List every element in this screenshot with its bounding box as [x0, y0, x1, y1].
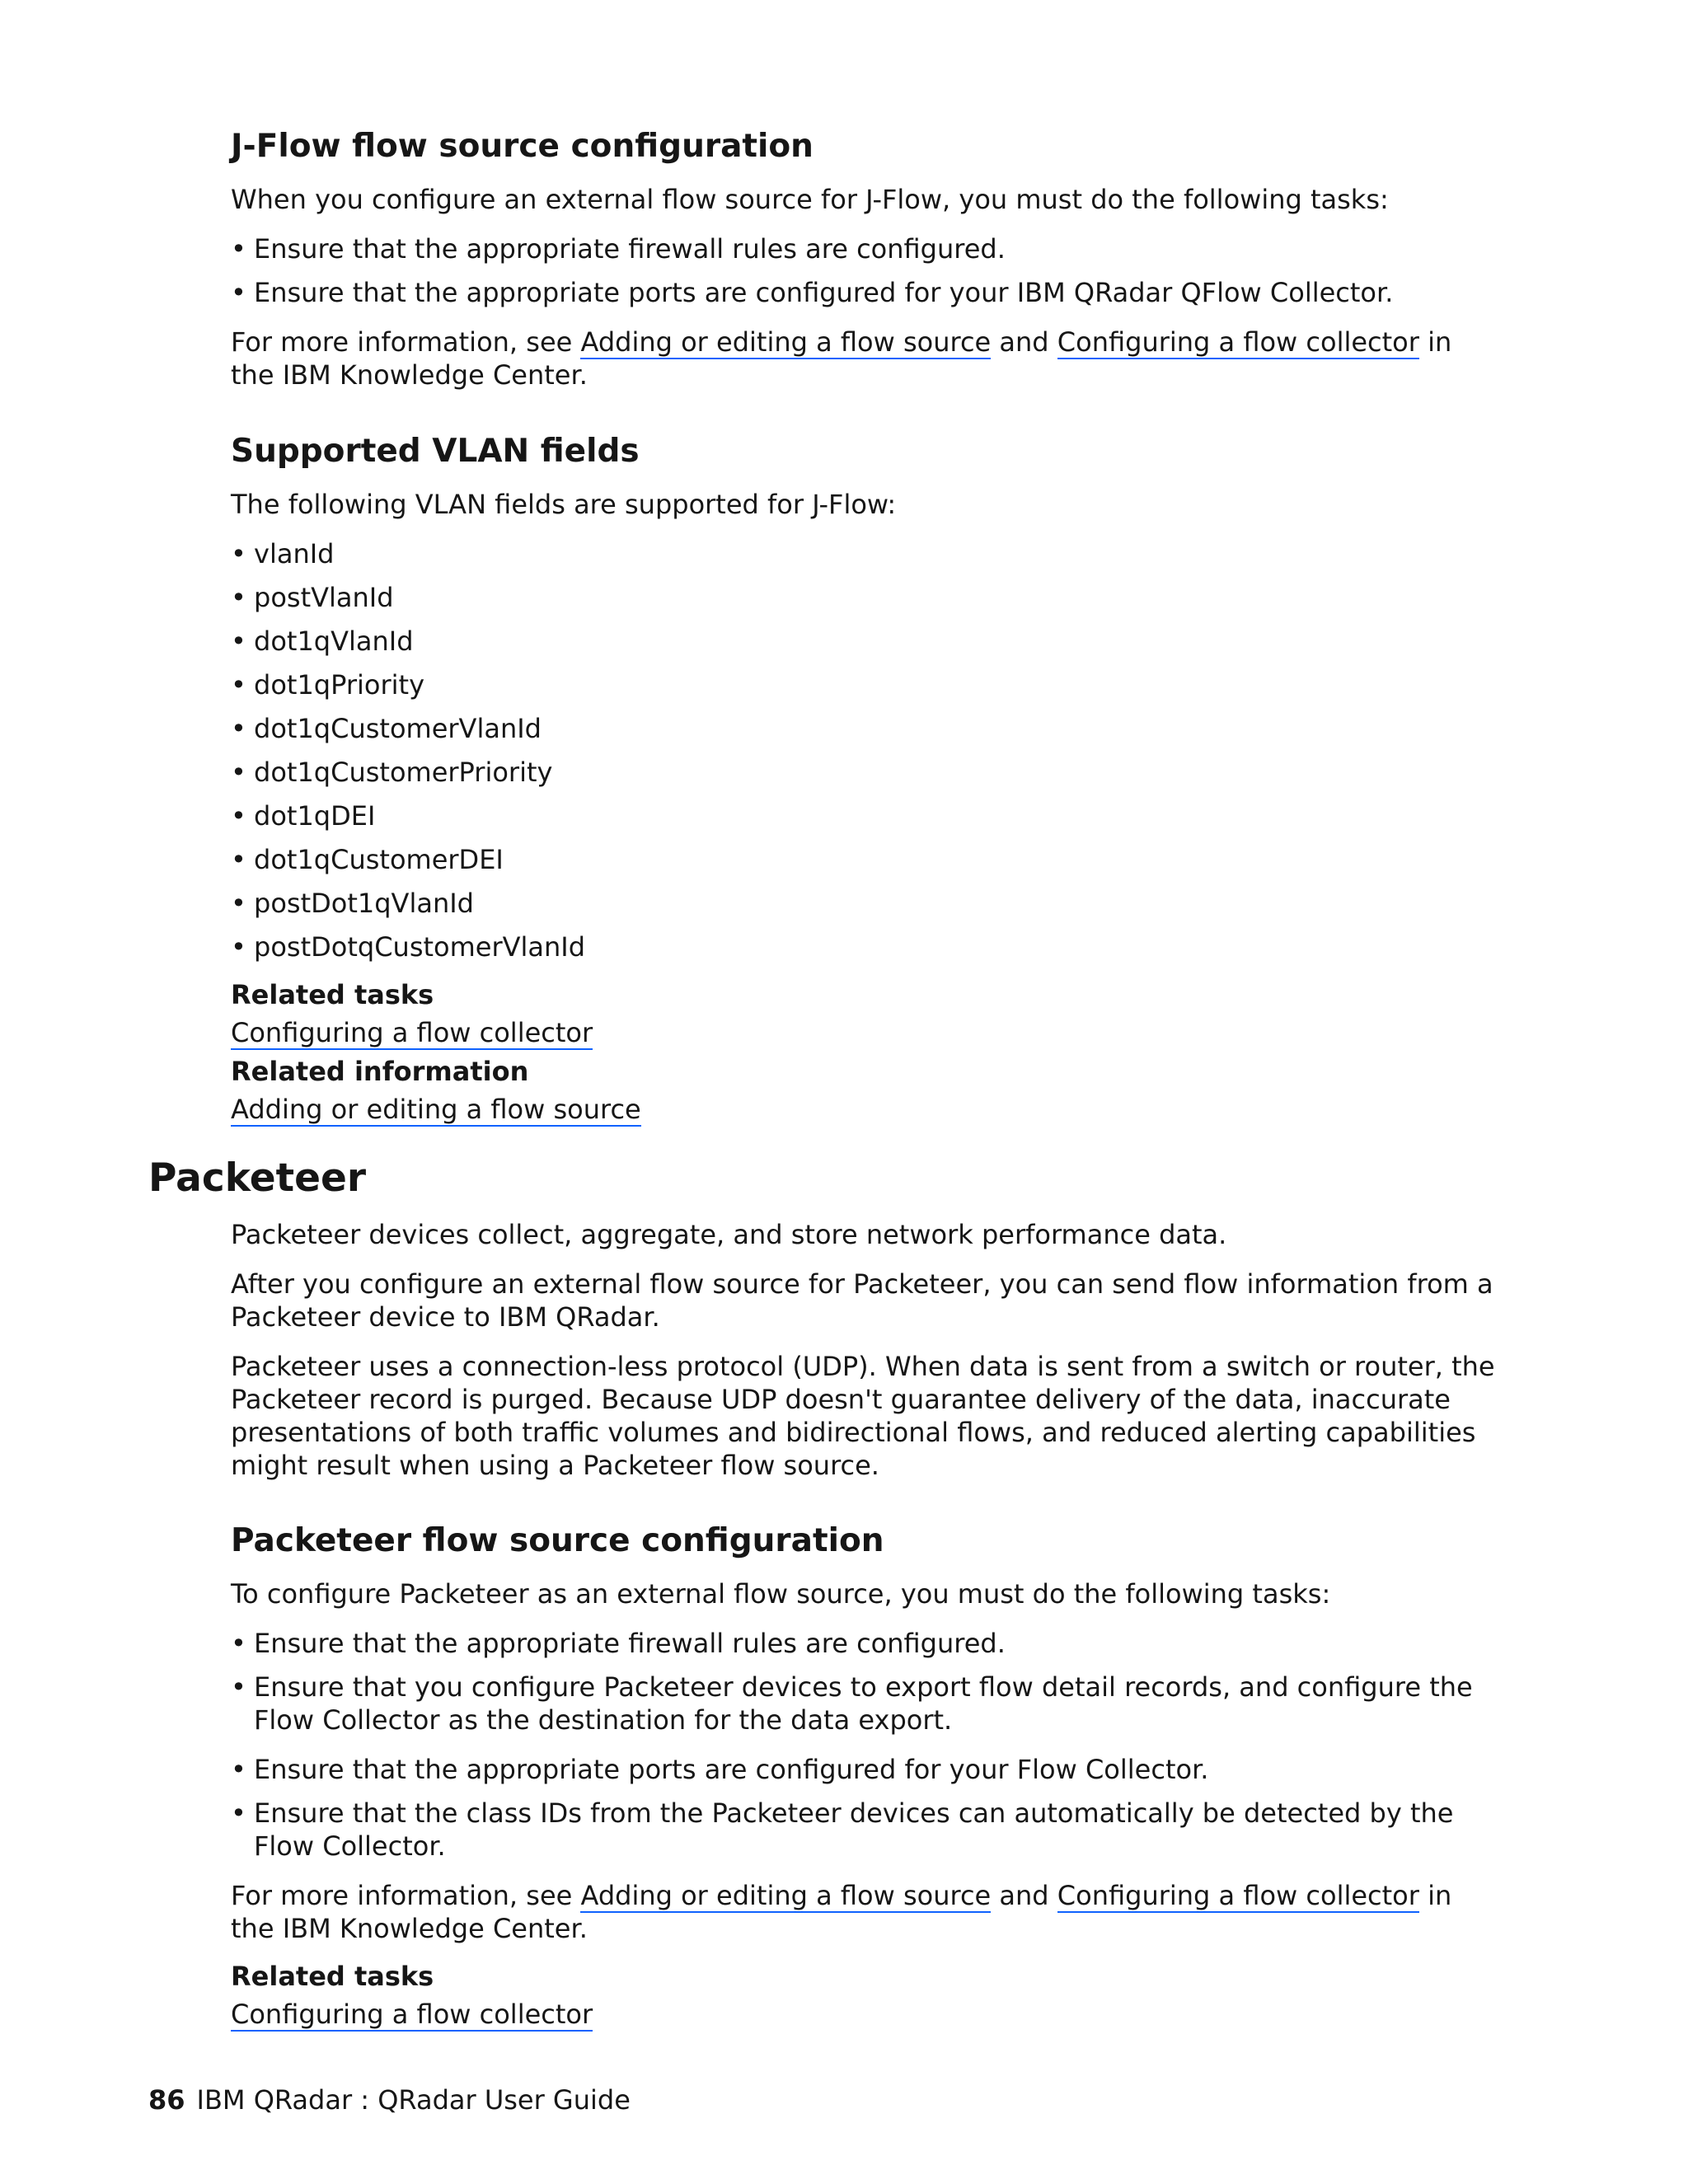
related-info-link-wrap [231, 1093, 641, 1126]
related-tasks-label: Related tasks [231, 979, 434, 1010]
vlan-field-item: • postDot1qVlanId [231, 887, 1550, 920]
link-adding-editing-flow-source[interactable]: Adding or editing a flow source [231, 1094, 641, 1125]
jflow-config-heading: J-Flow flow source configuration [231, 128, 814, 165]
packeteer-paragraph: Packeteer devices collect, aggregate, and store network performance data. [231, 1219, 1227, 1250]
vlan-field-item: • dot1qVlanId [231, 625, 1550, 658]
vlan-fields-intro: The following VLAN fields are supported for J-Flow: [231, 489, 897, 520]
more-info-prefix: For more information, see [231, 326, 581, 358]
packeteer-task-item: • Ensure that you configure Packeteer devices to export flow detail records, and configure the Flow Collector as the destination for the data export. [231, 1671, 1484, 1736]
packeteer-config-heading: Packeteer flow source configuration [231, 1522, 884, 1559]
more-info-and: and [991, 1880, 1057, 1911]
packeteer-paragraph: After you configure an external flow source for Packeteer, you can send flow information from a Packeteer device to IBM QRadar. [231, 1268, 1493, 1333]
packeteer-config-intro: To configure Packeteer as an external flow source, you must do the following tasks: [231, 1578, 1331, 1610]
related-task-link-wrap [231, 1998, 593, 2031]
vlan-field-item: • dot1qDEI [231, 799, 1550, 832]
vlan-fields-heading: Supported VLAN fields [231, 433, 640, 470]
related-task-link-wrap [231, 1016, 593, 1049]
packeteer-task-item: • Ensure that the appropriate ports are configured for your Flow Collector. [231, 1753, 1550, 1786]
vlan-field-item: • vlanId [231, 537, 1550, 570]
packeteer-task-item: • Ensure that the class IDs from the Packeteer devices can automatically be detected by the Flow Collector. [231, 1797, 1484, 1863]
link-configuring-flow-collector[interactable]: Configuring a flow collector [231, 1017, 593, 1048]
vlan-field-item: • postDotqCustomerVlanId [231, 930, 1550, 963]
more-info-prefix: For more information, see [231, 1880, 581, 1911]
link-configuring-flow-collector[interactable]: Configuring a flow collector [1057, 326, 1419, 358]
link-configuring-flow-collector[interactable]: Configuring a flow collector [231, 1999, 593, 2030]
packeteer-heading: Packeteer [148, 1155, 367, 1201]
jflow-task-item: • Ensure that the appropriate ports are configured for your IBM QRadar QFlow Collector. [231, 276, 1550, 309]
vlan-field-item: • dot1qCustomerPriority [231, 756, 1550, 789]
packeteer-task-item: • Ensure that the appropriate firewall rules are configured. [231, 1627, 1550, 1660]
page-footer [148, 2083, 631, 2116]
more-info-suffix: in the IBM Knowledge Center. [231, 326, 1452, 391]
jflow-config-intro: When you configure an external flow source for J-Flow, you must do the following tasks: [231, 184, 1389, 215]
jflow-more-info [231, 326, 1467, 391]
packeteer-more-info [231, 1879, 1467, 1945]
vlan-field-item: • dot1qCustomerDEI [231, 843, 1550, 876]
more-info-and: and [991, 326, 1057, 358]
vlan-field-item: • dot1qCustomerVlanId [231, 712, 1550, 745]
page-number: 86 [148, 2084, 185, 2116]
more-info-suffix: in the IBM Knowledge Center. [231, 1880, 1452, 1944]
link-adding-editing-flow-source[interactable]: Adding or editing a flow source [580, 326, 992, 358]
related-tasks-label: Related tasks [231, 1961, 434, 1992]
link-adding-editing-flow-source[interactable]: Adding or editing a flow source [580, 1880, 992, 1911]
jflow-task-item: • Ensure that the appropriate firewall rules are configured. [231, 232, 1550, 265]
related-information-label: Related information [231, 1056, 529, 1087]
footer-title: IBM QRadar : QRadar User Guide [196, 2084, 631, 2116]
vlan-field-item: • postVlanId [231, 581, 1550, 614]
link-configuring-flow-collector[interactable]: Configuring a flow collector [1057, 1880, 1419, 1911]
vlan-field-item: • dot1qPriority [231, 668, 1550, 701]
packeteer-paragraph: Packeteer uses a connection-less protocol (UDP). When data is sent from a switch or router, the Packeteer record is purged. Because UDP doesn't guarantee delivery of the data, inaccurate presentations of both traffic volumes and bidirectional flows, and reduced alerting capabilities might result when using a Packeteer flow source. [231, 1351, 1495, 1481]
